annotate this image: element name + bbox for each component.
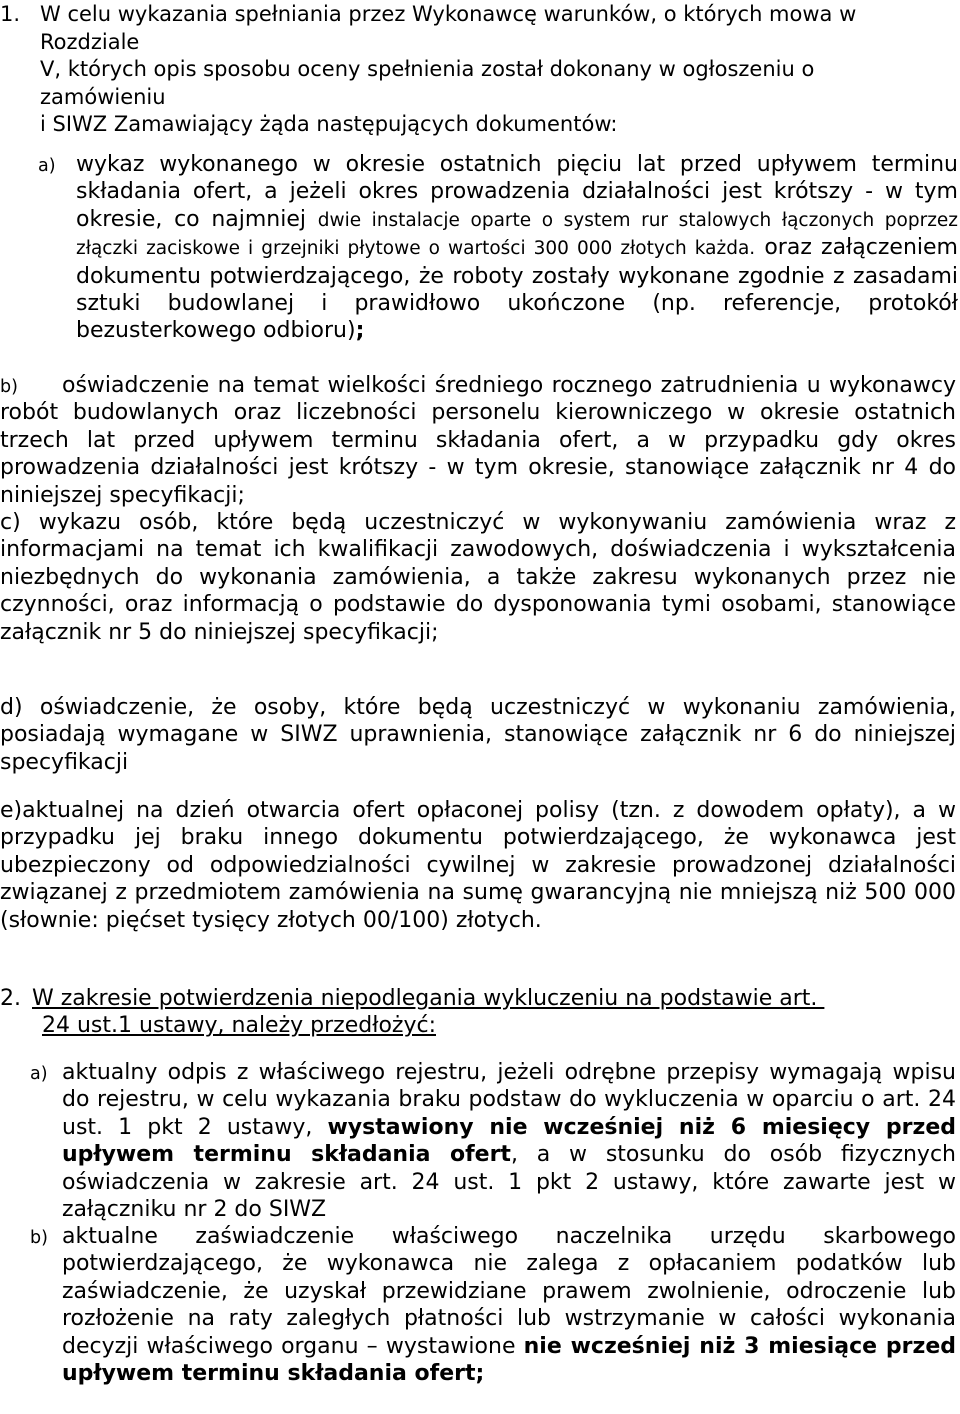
intro-line-5: i SIWZ Zamawiający żąda następujących dokumentów: — [40, 112, 618, 137]
section-2-number: 2. — [0, 986, 21, 1011]
intro-line-2: Rozdziale — [40, 29, 140, 54]
item-d-text: d) oświadczenie, że osoby, które będą uczestniczyć w wykonaniu zamówienia, posiadają wymagane w SIWZ uprawnienia, stanowiące załącznik nr 6 do niniejszej specyfikacji — [0, 695, 956, 775]
section-2-heading-line-2: 24 ust.1 ustawy, należy przedłożyć: — [42, 1013, 436, 1039]
section-2-heading-line-1: W zakresie potwierdzenia niepodlegania wykluczeniu na podstawie art. — [32, 986, 825, 1011]
section-1-number: 1. — [0, 2, 21, 26]
section-2-item-a-marker: a) — [30, 1064, 48, 1084]
intro-line-3: V, których opis sposobu oceny spełnienia został dokonany w ogłoszeniu o — [40, 57, 815, 82]
list-item-b — [0, 372, 956, 509]
section-2-heading — [0, 985, 958, 1040]
list-item-e — [0, 797, 956, 934]
section-1-intro — [0, 1, 958, 139]
intro-line-4: zamówieniu — [40, 84, 166, 109]
section-2-list-item-b — [30, 1223, 956, 1387]
section-2-item-b-text: aktualne zaświadczenie właściwego naczelnika urzędu skarbowego potwierdzającego, że wykonawca nie zalega z opłacaniem podatków lub zaświadczenie, że uzyskał przewidziane prawem zwolnienie, odroczenie lub rozłożenie na raty zaległych płatności lub wstrzymanie w całości wykonania decyzji właściwego organu – wystawione nie wcześniej niż 3 miesiące przed upływem terminu składania ofert; — [62, 1224, 956, 1387]
section-2-item-a-text: aktualny odpis z właściwego rejestru, jeżeli odrębne przepisy wymagają wpisu do rejestru, w celu wykazania braku podstaw do wykluczenia w oparciu o art. 24 ust. 1 pkt 2 ustawy, wystawiony nie wcześniej niż 6 miesięcy przed upływem terminu składania ofert, a w stosunku do osób fizycznych oświadczenia w zakresie art. 24 ust. 1 pkt 2 ustawy, które zawarte jest w załączniku nr 2 do SIWZ — [62, 1060, 956, 1223]
item-a-marker: a) — [38, 156, 56, 176]
section-2-list-item-a — [30, 1059, 956, 1223]
item-b-text: oświadczenie na temat wielkości średniego rocznego zatrudnienia u wykonawcy robót budowlanych oraz liczebności personelu kierowniczego w okresie ostatnich trzech lat przed upływem terminu składania ofert, a w przypadku gdy okres prowadzenia działalności jest krótszy - w tym okresie, stanowiące załącznik nr 4 do niniejszej specyfikacji; — [0, 373, 956, 508]
list-item-d — [0, 694, 956, 776]
section-2-item-b-marker: b) — [30, 1228, 48, 1248]
intro-line-1: W celu wykazania spełniania przez Wykonawcę warunków, o których mowa w — [40, 2, 857, 26]
item-a-text: wykaz wykonanego w okresie ostatnich pięciu lat przed upływem terminu składania ofert, a jeżeli okres prowadzenia działalności jest krótszy - w tym okresie, co najmniej dwie instalacje oparte o system rur stalowych łączonych poprzez złączki zaciskowe i grzejniki płytowe o wartości 300 000 złotych każda. oraz załączeniem dokumentu potwierdzającego, że roboty zostały wykonane zgodnie z zasadami sztuki budowlanej i prawidłowo ukończone (np. referencje, protokół bezusterkowego odbioru); — [76, 152, 958, 344]
list-item-a — [38, 151, 958, 345]
list-item-c — [0, 509, 956, 646]
item-b-marker: b) — [0, 377, 18, 397]
item-e-text: e)aktualnej na dzień otwarcia ofert opłaconej polisy (tzn. z dowodem opłaty), a w przypadku jej braku innego dokumentu potwierdzającego, że wykonawca jest ubezpieczony od odpowiedzialności cywilnej w zakresie prowadzonej działalności związanej z przedmiotem zamówienia na sumę gwarancyjną nie mniejszą niż 500 000 (słownie: pięćset tysięcy złotych 00/100) złotych. — [0, 798, 956, 933]
item-c-text: c) wykazu osób, które będą uczestniczyć w wykonywaniu zamówienia wraz z informacjami na temat ich kwalifikacji zawodowych, doświadczenia i wykształcenia niezbędnych do wykonania zamówienia, a także zakresu wykonanych przez nie czynności, oraz informacją o podstawie do dysponowania tymi osobami, stanowiące załącznik nr 5 do niniejszej specyfikacji; — [0, 510, 956, 645]
